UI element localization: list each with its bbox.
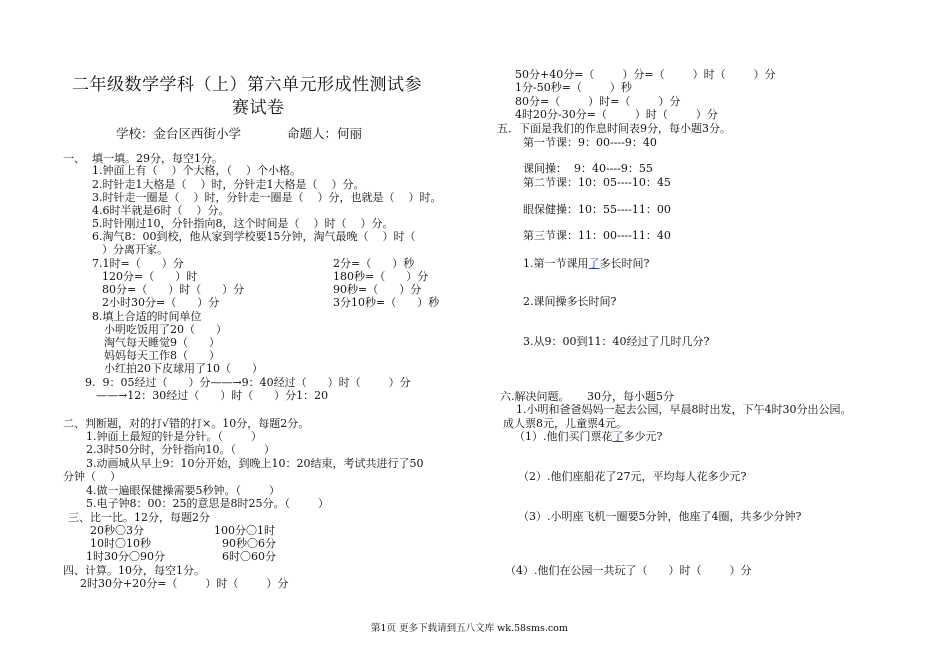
author-label: 命题人：何丽 [287,126,363,141]
s5-q1-pre: 1.第一节课用 [523,257,589,270]
s1-q7-right-2: 180秒=（ ）分 [333,270,429,283]
s1-q7-left-1: 7.1时=（ ）分 [92,257,184,270]
page-title-line2: 赛试卷 [232,98,285,118]
s6-problem-1 [514,430,662,443]
s4-item-4: 80分=（ ）时=（ ）分 [515,95,681,108]
s3-right-2: 90秒〇6分 [222,537,276,550]
page-footer: 第1页 更多下载请到五八文库 wk.58sms.com [371,623,568,634]
s6-problem-3: （3）.小明座飞机一圈要5分钟，他座了4圈，共多少分钟? [518,510,802,523]
section1-heading: 一、 填一填。29分，每空1分。 [63,152,223,165]
s1-q2: 2.时针走1大格是（ ）时，分针走1大格是（ ）分。 [92,178,365,191]
s1-q7-left-2: 120分=（ ）时 [102,270,198,283]
schedule-row-3: 第二节课：10：05----10：45 [523,176,671,189]
section2-heading: 二、判断题，对的打√错的打×。10分，每题2分。 [63,417,310,430]
s1-q7-right-1: 2分=（ ）秒 [333,257,415,270]
s4-item-5: 4时20分-30分=（ ）时（ ）分 [515,108,718,121]
s1-q8-heading: 8.填上合适的时间单位 [92,310,202,323]
s6-problem-4: （4）.他们在公园一共玩了（ ）时（ ）分 [505,564,752,577]
s6-p1-mark: 了 [612,430,624,443]
s3-left-1: 20秒〇3分 [90,524,144,537]
s2-item-3-line1: 3.动画城从早上9：10分开始，到晚上10：20结束，考试共进行了50 [86,457,424,470]
schedule-row-1: 第一节课：9：00----9：40 [523,136,657,149]
s1-q6-line2: ）分离开家。 [102,243,168,256]
s3-left-2: 10时〇10秒 [90,537,151,550]
s2-item-3-line2: 分钟（ ） [63,470,121,483]
s3-right-1: 100分〇1时 [214,524,275,537]
s1-q9-line1: 9. 9：05经过（ ）分——→9：40经过（ ）时（ ）分 [85,376,411,389]
s3-left-3: 1时30分〇90分 [86,550,165,563]
s1-q8-item-3: 妈妈每天工作8（ ） [104,349,220,362]
s1-q7-left-4: 2小时30分=（ ）分 [102,296,220,309]
s6-intro-line1: 1.小明和爸爸妈妈一起去公园，早晨8时出发，下午4时30分出公园。 [516,403,852,416]
s4-item-3: 1分-50秒=（ ）秒 [515,81,632,94]
s4-item-1: 2时30分+20分=（ ）时（ ）分 [80,577,289,590]
s1-q1: 1.钟面上有（ ）个大格，（ ）个小格。 [92,164,301,177]
s1-q8-item-1: 小明吃饭用了20（ ） [104,323,227,336]
s5-question-1 [523,257,649,270]
s6-intro-line2: 成人票8元，儿童票4元。 [503,417,627,430]
schedule-row-2: 课间操： 9：40----9：55 [523,162,653,175]
section3-heading: 三、比一比。12分，每题2分 [68,511,210,524]
s4-item-2: 50分+40分=（ ）分=（ ）时（ ）分 [515,68,776,81]
section4-heading: 四、计算。10分，每空1分。 [63,564,205,577]
section5-heading: 五．下面是我们的作息时间表9分，每小题3分。 [497,122,731,135]
s1-q7-left-3: 80分=（ ）时（ ）分 [102,283,245,296]
schedule-row-5: 第三节课：11：00----11：40 [523,229,671,242]
s5-question-3: 3.从9：00到11：40经过了几时几分? [523,335,710,348]
s1-q7-right-3: 90秒=（ ）分 [333,283,422,296]
s2-item-5: 5.电子钟8：00：25的意思是8时25分。（ ） [86,497,329,510]
s1-q7-right-4: 3分10秒=（ ）秒 [333,296,440,309]
s6-p1-post: 多少元? [623,430,663,443]
s1-q5: 5.时针刚过10，分针指向8，这个时间是（ ）时（ ）分。 [92,217,394,230]
s2-item-4: 4.做一遍眼保健操需要5秒钟。（ ） [86,484,280,497]
s2-item-2: 2.3时50分时，分针指向10。（ ） [86,443,275,456]
section6-heading: 六.解决问题。 30分，每小题5分 [500,390,674,403]
s3-right-3: 6时〇60分 [222,550,276,563]
s1-q8-item-2: 淘气每天睡觉9（ ） [104,336,220,349]
s5-q1-post: 多长时间? [599,257,650,270]
school-label: 学校：金台区西街小学 [116,126,242,141]
s1-q3: 3.时针走一圈是（ ）时，分针走一圈是（ ）分，也就是（ ）时。 [92,191,442,204]
page-title-line1: 二年级数学学科（上）第六单元形成性测试参 [72,75,422,95]
s2-item-1: 1.钟面上最短的针是分针。（ ） [86,430,262,443]
schedule-row-4: 眼保健操：10：55----11：00 [523,203,671,216]
s5-q1-mark: 了 [588,257,600,270]
s6-problem-2: （2）.他们座船花了27元，平均每人花多少元? [518,470,747,483]
s5-question-2: 2.课间操多长时间? [523,295,617,308]
s1-q9-line2: ——→12：30经过（ ）时（ ）分1：20 [96,389,329,402]
s6-p1-pre: （1）.他们买门票花 [514,430,613,443]
s1-q6-line1: 6.淘气8：00到校，他从家到学校要15分钟，淘气最晚（ ）时（ [92,230,416,243]
s1-q8-item-4: 小红拍20下皮球用了10（ ） [104,362,263,375]
s1-q4: 4.6时半就是6时（ ）分。 [92,204,230,217]
